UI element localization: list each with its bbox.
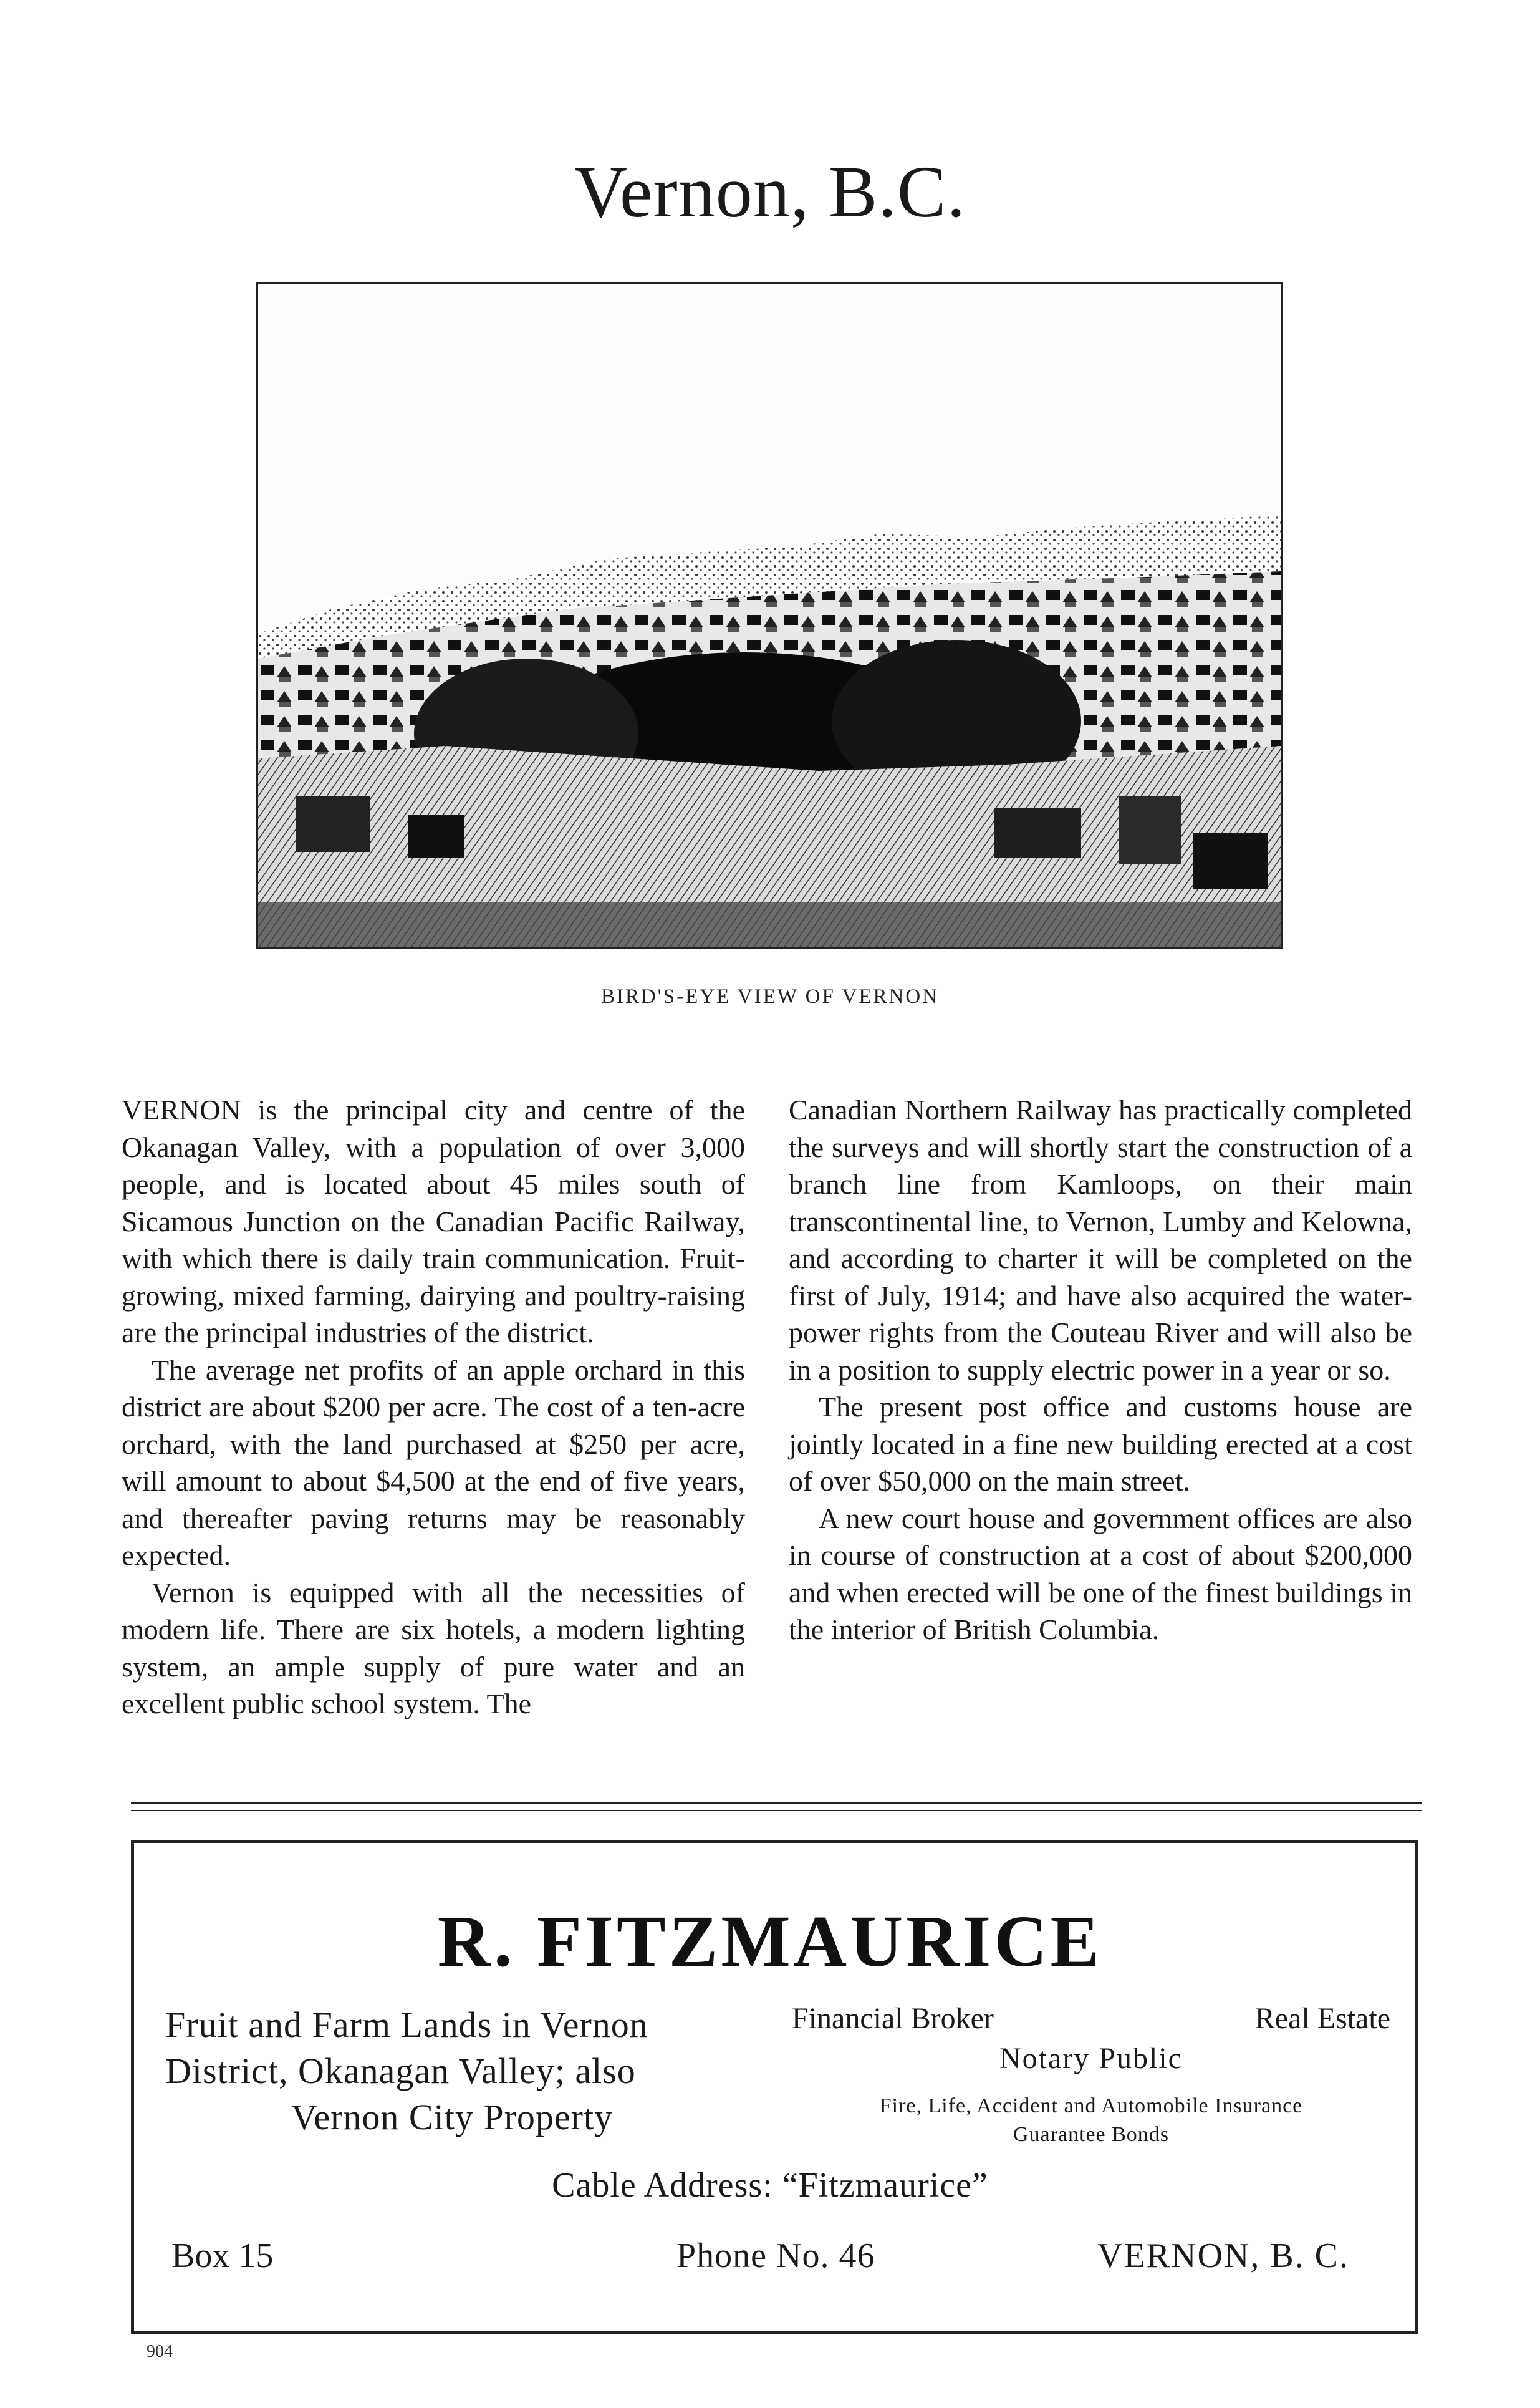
- town-photo-illustration: [258, 284, 1281, 947]
- article-paragraph: The average net profits of an apple orchard in this district are about $200 per acre. The cost of a ten-acre orchard, with the land purchased at $250 per acre, will amount to about $4,500 at the end of five years, and thereafter paving returns may be reasonably expected.: [122, 1353, 745, 1571]
- notary-label: Notary Public: [999, 2042, 1183, 2075]
- ad-services-left: [165, 2002, 764, 2140]
- insurance-label: Fire, Life, Accident and Automobile Insurance: [879, 2094, 1303, 2117]
- financial-broker-label: Financial Broker: [792, 2002, 994, 2035]
- ad-line: Vernon City Property: [291, 2097, 614, 2137]
- ad-line: District, Okanagan Valley; also: [165, 2051, 636, 2091]
- cable-address: Cable Address: “Fitzmaurice”: [552, 2166, 988, 2205]
- article-paragraph: Canadian Northern Railway has practically completed the surveys and will shortly start the construction of a branch line from Kamloops, on their main transcontinental line, to Vernon, Lumby and Kelowna, and according to charter it will be completed on the first of July, 1914; and have also acquired the water-power rights from the Couteau River and will also be in a position to supply electric power in a year or so.: [789, 1094, 1412, 1386]
- article-paragraph: VERNON is the principal city and centre of the Okanagan Valley, with a population of over 3,000 people, and is located about 45 miles south of Sicamous Junction on the Canadian Pacific Railway, with which there is daily train communication. Fruit-growing, mixed farming, dairying and poultry-raising are the principal industries of the district.: [122, 1094, 745, 1348]
- advertiser-name: R. FITZMAURICE: [437, 1900, 1103, 1982]
- article-paragraph: A new court house and government offices are also in course of construction at a cost of about $200,000 and when erected will be one of the finest buildings in the interior of British Columbia.: [789, 1502, 1412, 1645]
- article-column-right: [789, 1091, 1412, 1648]
- article-paragraph: The present post office and customs house are jointly located in a fine new building erected at a cost of over $50,000 on the main street.: [789, 1391, 1412, 1497]
- ad-broker-row: [792, 1999, 1390, 2039]
- birds-eye-photo: [256, 282, 1283, 949]
- divider-rule: [131, 1802, 1422, 1804]
- ad-services-right: [792, 1999, 1390, 2149]
- ad-line: Fruit and Farm Lands in Vernon: [165, 2004, 648, 2045]
- box-number: Box 15: [171, 2236, 274, 2275]
- divider-rule: [131, 1810, 1422, 1811]
- ad-city: VERNON, B. C.: [1097, 2236, 1350, 2275]
- real-estate-label: Real Estate: [1254, 2002, 1390, 2035]
- photo-caption: BIRD'S-EYE VIEW OF VERNON: [600, 985, 940, 1008]
- article-column-left: [122, 1091, 745, 1723]
- bonds-label: Guarantee Bonds: [1013, 2123, 1170, 2146]
- page-number: 904: [147, 2342, 173, 2361]
- phone-number: Phone No. 46: [676, 2236, 875, 2275]
- page-title: Vernon, B.C.: [574, 151, 966, 233]
- article-paragraph: Vernon is equipped with all the necessities of modern life. There are six hotels, a modern lighting system, an ample supply of pure water and an excellent public school system. The: [122, 1576, 745, 1719]
